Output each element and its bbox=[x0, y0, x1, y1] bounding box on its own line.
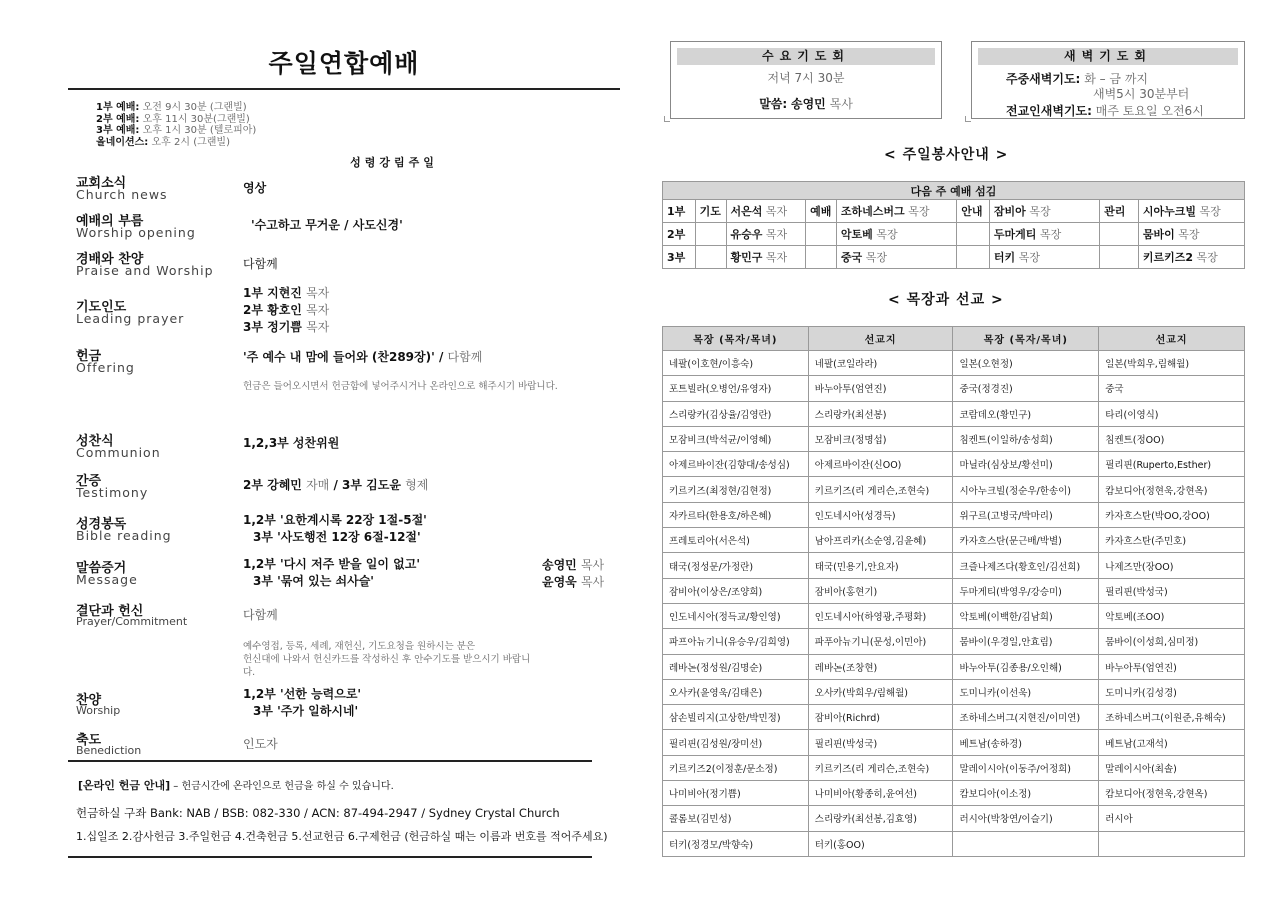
cell-group: 스리랑카(김상율/김영란) bbox=[663, 401, 809, 426]
cell-group: 코람데오(황민구) bbox=[953, 401, 1099, 426]
cell-group: 마닐라(심상보/황선미) bbox=[953, 452, 1099, 477]
page-title: 주일연합예배 bbox=[268, 49, 420, 78]
cell-group: 키르키즈(최정현/김현정) bbox=[663, 477, 809, 502]
table-row bbox=[663, 376, 1245, 401]
online-divider-bottom bbox=[68, 856, 592, 858]
cell-mission: 캄보디아(정현욱,강현옥) bbox=[1099, 781, 1245, 806]
cell-group: 위구르(고병국/박마리) bbox=[953, 502, 1099, 527]
table-row bbox=[663, 603, 1245, 628]
cell-group: 바누아투(김종용/오인해) bbox=[953, 654, 1099, 679]
cell-mission: 필리핀(박성국) bbox=[808, 730, 953, 755]
cell-group: 베트남(송하경) bbox=[953, 730, 1099, 755]
cell-mission: 베트남(고재석) bbox=[1099, 730, 1245, 755]
cell-group: 말레이시아(이동주/어정희) bbox=[953, 755, 1099, 780]
cell-group: 필리핀(김성원/장미선) bbox=[663, 730, 809, 755]
table-row bbox=[663, 502, 1245, 527]
cell-group: 일본(오현정) bbox=[953, 351, 1099, 376]
cell-mission: 캄보디아(정현욱,강현옥) bbox=[1099, 477, 1245, 502]
cell-group: 오사카(윤영욱/김태은) bbox=[663, 679, 809, 704]
table-row bbox=[663, 477, 1245, 502]
cell-mission: 네팔(코일라라) bbox=[808, 351, 953, 376]
cell-mission: 침켄트(정OO) bbox=[1099, 426, 1245, 451]
cell-group: 러시아(박창연/이슬기) bbox=[953, 806, 1099, 831]
cell-group: 레바논(정성원/김명순) bbox=[663, 654, 809, 679]
cell-group: 조하네스버그(지현진/이미연) bbox=[953, 705, 1099, 730]
table-row bbox=[663, 351, 1245, 376]
cell-mission: 카자흐스탄(박OO,강OO) bbox=[1099, 502, 1245, 527]
cell-mission: 바누아투(엄연진) bbox=[808, 376, 953, 401]
cell-mission: 스리랑카(최선봉) bbox=[808, 401, 953, 426]
table-row bbox=[663, 705, 1245, 730]
cell-mission: 터키(홍OO) bbox=[808, 831, 953, 856]
message-preacher-2: 윤영욱 목사 bbox=[542, 575, 605, 589]
cell-mission: 타리(이영식) bbox=[1099, 401, 1245, 426]
table-row bbox=[663, 781, 1245, 806]
message-preacher-1: 송영민 목사 bbox=[542, 558, 605, 572]
cell-mission: 악토베(조OO) bbox=[1099, 603, 1245, 628]
table-row bbox=[663, 553, 1245, 578]
cell-group: 아제르바이잔(김향대/송성심) bbox=[663, 452, 809, 477]
table-row: 1부 기도 서은석 목자 예배 조하네스버그 목장 안내 잠비아 목장 관리 시아누크빌 목장 bbox=[663, 200, 1245, 223]
table-row bbox=[663, 452, 1245, 477]
cell-mission: 키르키즈(리 게리슨,조현숙) bbox=[808, 477, 953, 502]
wednesday-prayer-box bbox=[670, 41, 942, 119]
table-row bbox=[663, 629, 1245, 654]
commitment-note: 예수영접, 등록, 세례, 재헌신, 기도요청을 원하시는 분은 헌신대에 나와서 헌신카드를 작성하신 후 안수기도를 받으시기 바랍니 다. bbox=[243, 641, 531, 678]
cell-group: 잠비아(이상은/조양희) bbox=[663, 578, 809, 603]
wednesday-time: 저녁 7시 30분 bbox=[767, 71, 845, 85]
service-time-1: 1부 예배: 오전 9시 30분 (그랜빌) bbox=[96, 102, 247, 113]
cell-group: 중국(정경진) bbox=[953, 376, 1099, 401]
corner-mark bbox=[965, 116, 971, 122]
cell-mission: 모잠비크(정명섭) bbox=[808, 426, 953, 451]
cell-group: 뭄바이(우경일,안효림) bbox=[953, 629, 1099, 654]
cell-group: 침켄트(이일하/송성희) bbox=[953, 426, 1099, 451]
table-row bbox=[663, 806, 1245, 831]
cell-group: 키르키즈2(이정훈/문소정) bbox=[663, 755, 809, 780]
cell-mission: 바누아투(엄연진) bbox=[1099, 654, 1245, 679]
cell-mission: 러시아 bbox=[1099, 806, 1245, 831]
table-row: 3부 황민구 목자 중국 목장 터키 목장 키르키즈2 목장 bbox=[663, 246, 1245, 269]
dawn-weekday: 주중새벽기도: 화 – 금 까지 bbox=[1006, 72, 1148, 86]
wednesday-title: 수요기도회 bbox=[677, 48, 935, 65]
cell-mission: 조하네스버그(이원준,유해숙) bbox=[1099, 705, 1245, 730]
cell-mission: 카자흐스탄(주민호) bbox=[1099, 528, 1245, 553]
prayer-line-2: 2부 황호인 목자 bbox=[243, 303, 330, 317]
prayer-line-3: 3부 정기쁨 목자 bbox=[243, 320, 330, 334]
cell-group: 삼손빌리지(고상한/박민정) bbox=[663, 705, 809, 730]
mission-table: 목장 (목자/목녀) 선교지 목장 (목자/목녀) 선교지 네팔(이호현/이흥숙) 네팔(코일라라) 일본(오현정) 일본(박희우,림해월) 포트빌라(오병언/유영자) 바누아투(엄연진) 중국(정경진) 중국 스리랑카(김상율/김영란) 스리랑카(최선봉) 코람데오(황민구) 타리(이영식) 모잠비크(박석균/이영혜) 모잠비크(정명섭) 침켄트(이일하/송성희) 침켄트(정OO) 아제르바이잔(김향대/송성심) 아제르바이잔(신OO) 마닐라(심상보/황선미) 필리핀(Ruperto,Esther) 키르키즈(최정현/김현정) 키르키즈(리 게리슨,조현숙) 시아누크빌(정순우/한송이) 캄보디아(정현욱,강현옥) 자카르타(한용호/하은혜) 인도네시아(성경득) 위구르(고병국/박마리) 카자흐스탄(박OO,강OO) 프레토리아(서은석) 남아프리카(소순영,김윤혜) 카자흐스탄(문근배/박별) 카자흐스탄(주민호) 태국(정성문/가정란) 태국(민용기,안요자) 크즐나제즈다(황호인/김선희) 나제즈만(장OO) 잠비아(이상은/조양희) 잠비아(홍현기) 두마게티(박영우/강승미) 필리핀(박성국) 인도네시아(정득교/황인영) 인도네시아(하영광,주평화) 악토베(이백한/김남희) 악토베(조OO) 파프아뉴기니(유승우/김희영) 파푸아뉴기니(문성,이민아) 뭄바이(우경일,안효림) 뭄바이(이성희,심미정) 레바논(정성원/김명순) 레바논(조창현) 바누아투(김종용/오인해) 바누아투(엄연진) 오사카(윤영욱/김태은) 오사카(박희우/림해월) 도미니카(이선욱) 도미니카(김성경) 삼손빌리지(고상한/박민정) 잠비아(Richrd) 조하네스버그(지현진/이미연) 조하네스버그(이원준,유해숙) 필리핀(김성원/장미선) 필리핀(박성국) 베트남(송하경) 베트남(고재석) 키르키즈2(이정훈/문소정) 키르키즈(리 게리슨,조현숙) 말레이시아(이동주/어정희) 말레이시아(최솔) 나미비아(정기쁨) 나미비아(황종히,윤여선) 캄보디아(이소정) 캄보디아(정현욱,강현옥) 콜롬보(김민성) 스리랑카(최선봉,김효영) 러시아(박창연/이슬기) 러시아 터키(정경모/박향숙) 터키(홍OO) bbox=[662, 326, 1245, 857]
cell-mission: 파푸아뉴기니(문성,이민아) bbox=[808, 629, 953, 654]
cell-mission: 태국(민용기,안요자) bbox=[808, 553, 953, 578]
cell-mission: 남아프리카(소순영,김윤혜) bbox=[808, 528, 953, 553]
dawn-prayer-box bbox=[971, 41, 1245, 119]
table-row bbox=[663, 831, 1245, 856]
cell-mission: 나제즈만(장OO) bbox=[1099, 553, 1245, 578]
cell-group: 인도네시아(정득교/황인영) bbox=[663, 603, 809, 628]
table-row bbox=[663, 401, 1245, 426]
cell-group: 캄보디아(이소정) bbox=[953, 781, 1099, 806]
table-row bbox=[663, 730, 1245, 755]
serving-section-title: < 주일봉사안내 > bbox=[884, 147, 1009, 163]
online-offering-info: [온라인 헌금 안내] – 헌금시간에 온라인으로 헌금을 하실 수 있습니다. bbox=[78, 779, 394, 792]
cell-mission: 잠비아(Richrd) bbox=[808, 705, 953, 730]
dawn-title: 새벽기도회 bbox=[978, 48, 1238, 65]
cell-group: 파프아뉴기니(유승우/김희영) bbox=[663, 629, 809, 654]
cell-mission: 인도네시아(성경득) bbox=[808, 502, 953, 527]
wednesday-speaker: 말씀: 송영민 목사 bbox=[759, 97, 853, 111]
mission-section-title: < 목장과 선교 > bbox=[888, 292, 1004, 308]
cell-group: 도미니카(이선욱) bbox=[953, 679, 1099, 704]
cell-mission: 키르키즈(리 게리슨,조현숙) bbox=[808, 755, 953, 780]
cell-mission: 인도네시아(하영광,주평화) bbox=[808, 603, 953, 628]
serving-table bbox=[662, 181, 1245, 269]
table-row bbox=[663, 679, 1245, 704]
cell-group: 두마게티(박영우/강승미) bbox=[953, 578, 1099, 603]
cell-mission: 필리핀(Ruperto,Esther) bbox=[1099, 452, 1245, 477]
worship-order-page: 주일연합예배 1부 예배: 오전 9시 30분 (그랜빌) 2부 예배: 오후 11시 30분(그랜빌) 3부 예배: 오후 1시 30분 (텔로피아) 올네이션스: 오후 2시 (그랜빌) 성령강림주일 교회소식 Church news 영상 예배의 부름 Worship opening '수고하고 무거운 / 사도신경' 경배와 찬양 Praise and Worship 다함께 기도인도 Leading prayer 1부 지현진 목자 2부 황호인 목자 3부 정기쁨 목자 헌금 Offering '주 예수 내 맘에 들어와 (찬289장)' / 다함께 헌금은 들어오시면서 헌금함에 넣어주시거나 온라인으로 해주시기 바랍니다. 성찬식 Communion 1,2,3부 성찬위원 간증 Testimony 2부 강혜민 자매 / 3부 김도윤 형제 성경봉독 Bible reading 1,2부 '요한계시록 22장 1절-5절' 3부 '사도행전 12장 6절-12절' 말씀증거 Message 1,2부 '다시 저주 받을 일이 없고' 3부 '묶여 있는 쇠사슬' 송영민 목사 윤영욱 목사 결단과 헌신 Prayer/Commitment 다함께 예수영접, 등록, 세례, 재헌신, 기도요청을 원하시는 분은 헌신대에 나와서 헌신카드를 작성하신 후 안수기도를 받으시기 바랍니 다. 찬양 Worship 1,2부 '선한 능력으로' 3부 '주가 일하시네' 축도 Benediction 인도자 [온라인 헌금 안내] – 헌금시간에 온라인으로 헌금을 하실 수 있습니다. 헌금하실 구좌 Bank: NAB / BSB: 082-330 / ACN: 87-494-2947 / Sydney Crystal Church 1.십일조 2.감사헌금 3.주일헌금 4.건축헌금 5.선교헌금 6.구제헌금 (헌금하실 때는 이름과 번호를 적어주세요) bbox=[68, 0, 620, 905]
cell-group: 네팔(이호현/이흥숙) bbox=[663, 351, 809, 376]
table-row: 2부 유승우 목자 악토베 목장 두마게티 목장 뭄바이 목장 bbox=[663, 223, 1245, 246]
service-time-4: 올네이션스: 오후 2시 (그랜빌) bbox=[96, 136, 230, 148]
service-time-2: 2부 예배: 오후 11시 30분(그랜빌) bbox=[96, 113, 250, 125]
cell-group: 시아누크빌(정순우/한송이) bbox=[953, 477, 1099, 502]
service-times bbox=[96, 102, 256, 148]
online-divider-top bbox=[68, 760, 592, 762]
cell-group: 크즐나제즈다(황호인/김선희) bbox=[953, 553, 1099, 578]
serving-header: 다음 주 예배 섬김 bbox=[663, 182, 1245, 200]
dawn-weekday-time: 새벽5시 30분부터 bbox=[1093, 87, 1190, 101]
cell-group: 카자흐스탄(문근배/박별) bbox=[953, 528, 1099, 553]
cell-mission: 말레이시아(최솔) bbox=[1099, 755, 1245, 780]
cell-mission bbox=[1099, 831, 1245, 856]
cell-mission: 오사카(박희우/림해월) bbox=[808, 679, 953, 704]
cell-mission: 필리핀(박성국) bbox=[1099, 578, 1245, 603]
cell-group: 태국(정성문/가정란) bbox=[663, 553, 809, 578]
table-row bbox=[663, 578, 1245, 603]
cell-mission: 뭄바이(이성희,심미정) bbox=[1099, 629, 1245, 654]
corner-mark bbox=[664, 116, 670, 122]
table-row bbox=[663, 654, 1245, 679]
cell-group: 콜롬보(김민성) bbox=[663, 806, 809, 831]
bank-account: 헌금하실 구좌 Bank: NAB / BSB: 082-330 / ACN: 87-494-2947 / Sydney Crystal Church bbox=[76, 806, 560, 820]
prayer-line-1: 1부 지현진 목자 bbox=[243, 286, 330, 300]
cell-mission: 잠비아(홍현기) bbox=[808, 578, 953, 603]
table-row bbox=[663, 528, 1245, 553]
cell-group: 프레토리아(서은석) bbox=[663, 528, 809, 553]
offering-note: 헌금은 들어오시면서 헌금함에 넣어주시거나 온라인으로 해주시기 바랍니다. bbox=[243, 381, 558, 392]
cell-group: 악토베(이백한/김남희) bbox=[953, 603, 1099, 628]
cell-mission: 도미니카(김성경) bbox=[1099, 679, 1245, 704]
title-divider bbox=[68, 88, 620, 90]
cell-group: 자카르타(한용호/하은혜) bbox=[663, 502, 809, 527]
dawn-allnight: 전교인새벽기도: 매주 토요일 오전6시 bbox=[1006, 104, 1204, 118]
cell-mission: 중국 bbox=[1099, 376, 1245, 401]
cell-mission: 스리랑카(최선봉,김효영) bbox=[808, 806, 953, 831]
cell-mission: 일본(박희우,림해월) bbox=[1099, 351, 1245, 376]
cell-mission: 레바논(조창현) bbox=[808, 654, 953, 679]
cell-group: 나미비아(정기쁨) bbox=[663, 781, 809, 806]
cell-mission: 나미비아(황종히,윤여선) bbox=[808, 781, 953, 806]
cell-mission: 아제르바이잔(신OO) bbox=[808, 452, 953, 477]
offering-types: 1.십일조 2.감사헌금 3.주일헌금 4.건축헌금 5.선교헌금 6.구제헌금 (헌금하실 때는 이름과 번호를 적어주세요) bbox=[76, 830, 608, 843]
table-row bbox=[663, 755, 1245, 780]
cell-group bbox=[953, 831, 1099, 856]
table-row bbox=[663, 426, 1245, 451]
cell-group: 터키(정경모/박향숙) bbox=[663, 831, 809, 856]
sunday-theme: 성령강림주일 bbox=[350, 156, 438, 169]
service-time-3: 3부 예배: 오후 1시 30분 (텔로피아) bbox=[96, 125, 257, 136]
cell-group: 포트빌라(오병언/유영자) bbox=[663, 376, 809, 401]
mission-rows bbox=[663, 351, 1245, 857]
cell-group: 모잠비크(박석균/이영혜) bbox=[663, 426, 809, 451]
